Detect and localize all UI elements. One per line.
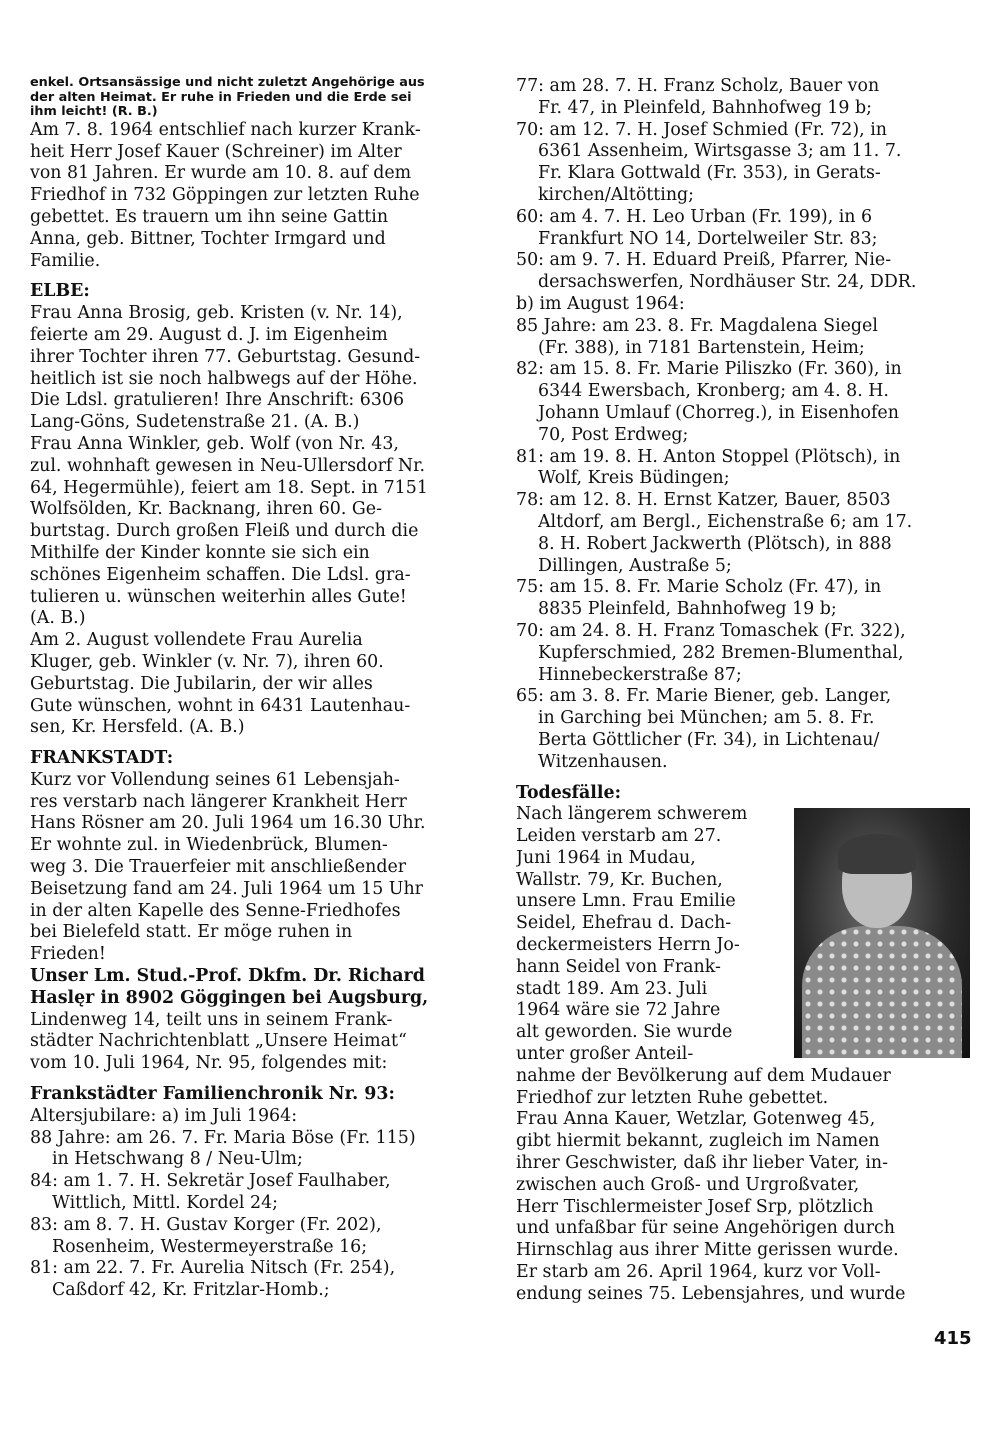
text-line: Frankstädter Familienchronik Nr. 93: <box>30 1084 395 1105</box>
text-line: Frau Anna Kauer, Wetzlar, Gotenweg 45, <box>516 1109 876 1130</box>
text-line: Fr. Klara Gottwald (Fr. 353), in Gerats- <box>538 163 881 184</box>
text-line: städter Nachrichtenblatt „Unsere Heimat“ <box>30 1031 407 1052</box>
text-line: sen, Kr. Hersfeld. (A. B.) <box>30 717 245 738</box>
text-line: 84: am 1. 7. H. Sekretär Josef Faulhaber, <box>30 1171 391 1192</box>
text-line: Todesfälle: <box>516 782 622 803</box>
text-line: b) im August 1964: <box>516 293 685 314</box>
photo-figure-hair <box>838 834 916 874</box>
text-line: in der alten Kapelle des Senne-Friedhofes <box>30 900 401 921</box>
text-line: alt geworden. Sie wurde <box>516 1022 733 1043</box>
text-line: enkel. Ortsansässige und nicht zuletzt Angehörige aus <box>30 76 425 90</box>
text-line: Johann Umlauf (Chorreg.), in Eisenhofen <box>538 402 899 423</box>
text-line: 8. H. Robert Jackwerth (Plötsch), in 888 <box>538 533 892 554</box>
text-line: Frau Anna Brosig, geb. Kristen (v. Nr. 14), <box>30 303 403 324</box>
text-line: Kluger, geb. Winkler (v. Nr. 7), ihren 60. <box>30 651 384 672</box>
text-line: Herr Tischlermeister Josef Srp, plötzlich <box>516 1196 874 1217</box>
photo-figure-body <box>802 926 962 1058</box>
text-line: ihm leicht! (R. B.) <box>30 105 158 120</box>
text-line: Hans Rösner am 20. Juli 1964 um 16.30 Uhr. <box>30 813 426 834</box>
text-line: heitlich ist sie noch halbwegs auf der Höhe. <box>30 368 418 389</box>
page-number: 415 <box>934 1328 972 1349</box>
text-line: 60: am 4. 7. H. Leo Urban (Fr. 199), in 6 <box>516 206 873 227</box>
text-line: der alten Heimat. Er ruhe in Frieden und die Erde sei <box>30 90 412 105</box>
text-line: 83: am 8. 7. H. Gustav Korger (Fr. 202), <box>30 1214 382 1235</box>
text-line: Er starb am 26. April 1964, kurz vor Voll- <box>516 1262 881 1283</box>
text-line: Juni 1964 in Mudau, <box>516 847 696 868</box>
text-line: Friedhof in 732 Göppingen zur letzten Ruhe <box>30 185 420 206</box>
text-line: Haslęr in 8902 Göggingen bei Augsburg, <box>30 987 429 1008</box>
text-line: feierte am 29. August d. J. im Eigenheim <box>30 324 388 345</box>
text-line: Hinnebeckerstraße 87; <box>538 664 742 685</box>
text-line: nahme der Bevölkerung auf dem Mudauer <box>516 1065 891 1086</box>
text-line: Unser Lm. Stud.-Prof. Dkfm. Dr. Richard <box>30 966 425 987</box>
text-line: Am 7. 8. 1964 entschlief nach kurzer Krank- <box>30 119 421 140</box>
text-line: Wittlich, Mittl. Kordel 24; <box>52 1193 279 1214</box>
text-line: Altdorf, am Bergl., Eichenstraße 6; am 17. <box>538 511 913 532</box>
text-line: Kupferschmied, 282 Bremen-Blumenthal, <box>538 642 904 663</box>
text-line: Am 2. August vollendete Frau Aurelia <box>30 630 363 651</box>
text-line: unter großer Anteil- <box>516 1044 694 1065</box>
text-line: Frau Anna Winkler, geb. Wolf (von Nr. 43, <box>30 433 399 454</box>
text-line: Nach längerem schwerem <box>516 804 748 825</box>
portrait-photo <box>794 808 970 1058</box>
text-line: Lindenweg 14, teilt uns in seinem Frank- <box>30 1009 393 1030</box>
text-line: ihrer Tochter ihren 77. Geburtstag. Gesund- <box>30 346 421 367</box>
text-line: gibt hiermit bekannt, zugleich im Namen <box>516 1131 880 1152</box>
text-line: (A. B.) <box>30 608 86 629</box>
text-line: Gute wünschen, wohnt in 6431 Lautenhau- <box>30 695 411 716</box>
text-line: Friedhof zur letzten Ruhe gebettet. <box>516 1087 829 1108</box>
text-line: von 81 Jahren. Er wurde am 10. 8. auf dem <box>30 163 412 184</box>
text-line: Lang-Göns, Sudetenstraße 21. (A. B.) <box>30 412 360 433</box>
text-line: bei Bielefeld statt. Er möge ruhen in <box>30 922 353 943</box>
text-line: Mithilfe der Kinder konnte sie sich ein <box>30 542 370 563</box>
text-line: schönes Eigenheim schaffen. Die Ldsl. gra- <box>30 564 411 585</box>
text-line: Berta Göttlicher (Fr. 34), in Lichtenau/ <box>538 729 880 750</box>
text-line: 6344 Ewersbach, Kronberg; am 4. 8. H. <box>538 381 889 402</box>
text-line: 85 Jahre: am 23. 8. Fr. Magdalena Siegel <box>516 315 878 336</box>
text-line: Er wohnte zul. in Wiedenbrück, Blumen- <box>30 835 388 856</box>
text-line: Die Ldsl. gratulieren! Ihre Anschrift: 6306 <box>30 390 405 411</box>
text-line: deckermeisters Herrn Jo- <box>516 935 740 956</box>
text-line: Familie. <box>30 250 101 271</box>
text-line: ELBE: <box>30 281 90 302</box>
text-line: zul. wohnhaft gewesen in Neu-Ullersdorf Nr. <box>30 455 426 476</box>
text-line: Frieden! <box>30 944 106 965</box>
text-line: kirchen/Altötting; <box>538 184 695 205</box>
text-line: 6361 Assenheim, Wirtsgasse 3; am 11. 7. <box>538 141 902 162</box>
text-line: 70: am 12. 7. H. Josef Schmied (Fr. 72), in <box>516 119 887 140</box>
text-line: 64, Hegermühle), feiert am 18. Sept. in 7151 <box>30 477 428 498</box>
text-line: Wallstr. 79, Kr. Buchen, <box>516 869 723 890</box>
text-line: unsere Lmn. Frau Emilie <box>516 891 736 912</box>
text-line: endung seines 75. Lebensjahres, und wurde <box>516 1283 906 1304</box>
text-line: Kurz vor Vollendung seines 61 Lebensjah- <box>30 769 400 790</box>
text-line: Hirnschlag aus ihrer Mitte gerissen wurde. <box>516 1240 899 1261</box>
text-line: gebettet. Es trauern um ihn seine Gattin <box>30 206 389 227</box>
text-line: Leiden verstarb am 27. <box>516 826 722 847</box>
text-line: 50: am 9. 7. H. Eduard Preiß, Pfarrer, Nie- <box>516 250 892 271</box>
text-line: ihrer Geschwister, daß ihr lieber Vater, in- <box>516 1153 889 1174</box>
text-line: Caßdorf 42, Kr. Fritzlar-Homb.; <box>52 1280 330 1301</box>
text-line: tulieren u. wünschen weiterhin alles Gute! <box>30 586 407 607</box>
text-line: Frankfurt NO 14, Dortelweiler Str. 83; <box>538 228 878 249</box>
text-line: 81: am 19. 8. H. Anton Stoppel (Plötsch), in <box>516 446 901 467</box>
text-line: heit Herr Josef Kauer (Schreiner) im Alter <box>30 141 402 162</box>
text-line: zwischen auch Groß- und Urgroßvater, <box>516 1174 860 1195</box>
text-line: 1964 wäre sie 72 Jahre <box>516 1000 721 1021</box>
text-line: 77: am 28. 7. H. Franz Scholz, Bauer von <box>516 76 880 96</box>
text-line: in Hetschwang 8 / Neu-Ulm; <box>52 1149 303 1170</box>
text-line: Rosenheim, Westermeyerstraße 16; <box>52 1236 368 1257</box>
text-line: Fr. 47, in Pleinfeld, Bahnhofweg 19 b; <box>538 97 872 118</box>
text-line: Witzenhausen. <box>538 751 668 772</box>
text-line: 65: am 3. 8. Fr. Marie Biener, geb. Langer, <box>516 686 892 707</box>
text-line: 81: am 22. 7. Fr. Aurelia Nitsch (Fr. 254), <box>30 1258 396 1279</box>
text-line: 8835 Pleinfeld, Bahnhofweg 19 b; <box>538 599 837 620</box>
text-line: hann Seidel von Frank- <box>516 956 721 977</box>
text-line: vom 10. Juli 1964, Nr. 95, folgendes mit: <box>30 1053 388 1074</box>
text-line: Dillingen, Austraße 5; <box>538 555 732 576</box>
text-line: Seidel, Ehefrau d. Dach- <box>516 913 732 934</box>
text-line: burtstag. Durch großen Fleiß und durch die <box>30 521 419 542</box>
text-line: 88 Jahre: am 26. 7. Fr. Maria Böse (Fr. 115) <box>30 1127 416 1148</box>
text-line: Anna, geb. Bittner, Tochter Irmgard und <box>30 228 386 249</box>
text-line: 70, Post Erdweg; <box>538 424 689 445</box>
text-line: Wolfsölden, Kr. Backnang, ihren 60. Ge- <box>30 499 382 520</box>
text-line: res verstarb nach längerer Krankheit Herr <box>30 791 407 812</box>
text-line: (Fr. 388), in 7181 Bartenstein, Heim; <box>538 337 865 358</box>
text-line: 70: am 24. 8. H. Franz Tomaschek (Fr. 322), <box>516 620 906 641</box>
left-column <box>30 76 485 1302</box>
text-line: 78: am 12. 8. H. Ernst Katzer, Bauer, 8503 <box>516 490 891 511</box>
text-line: stadt 189. Am 23. Juli <box>516 978 708 999</box>
text-line: Beisetzung fand am 24. Juli 1964 um 15 Uhr <box>30 878 423 899</box>
text-line: Geburtstag. Die Jubilarin, der wir alles <box>30 673 373 694</box>
text-line: in Garching bei München; am 5. 8. Fr. <box>538 708 875 729</box>
text-line: und unfaßbar für seine Angehörigen durch <box>516 1218 895 1239</box>
text-line: weg 3. Die Trauerfeier mit anschließender <box>30 857 407 878</box>
text-line: Wolf, Kreis Büdingen; <box>538 468 730 489</box>
right-column <box>516 76 971 1306</box>
text-line: dersachswerfen, Nordhäuser Str. 24, DDR. <box>538 272 917 293</box>
text-line: 82: am 15. 8. Fr. Marie Piliszko (Fr. 360), in <box>516 359 902 380</box>
text-line: FRANKSTADT: <box>30 748 174 769</box>
text-line: 75: am 15. 8. Fr. Marie Scholz (Fr. 47), in <box>516 577 882 598</box>
text-line: Altersjubilare: a) im Juli 1964: <box>30 1105 298 1126</box>
